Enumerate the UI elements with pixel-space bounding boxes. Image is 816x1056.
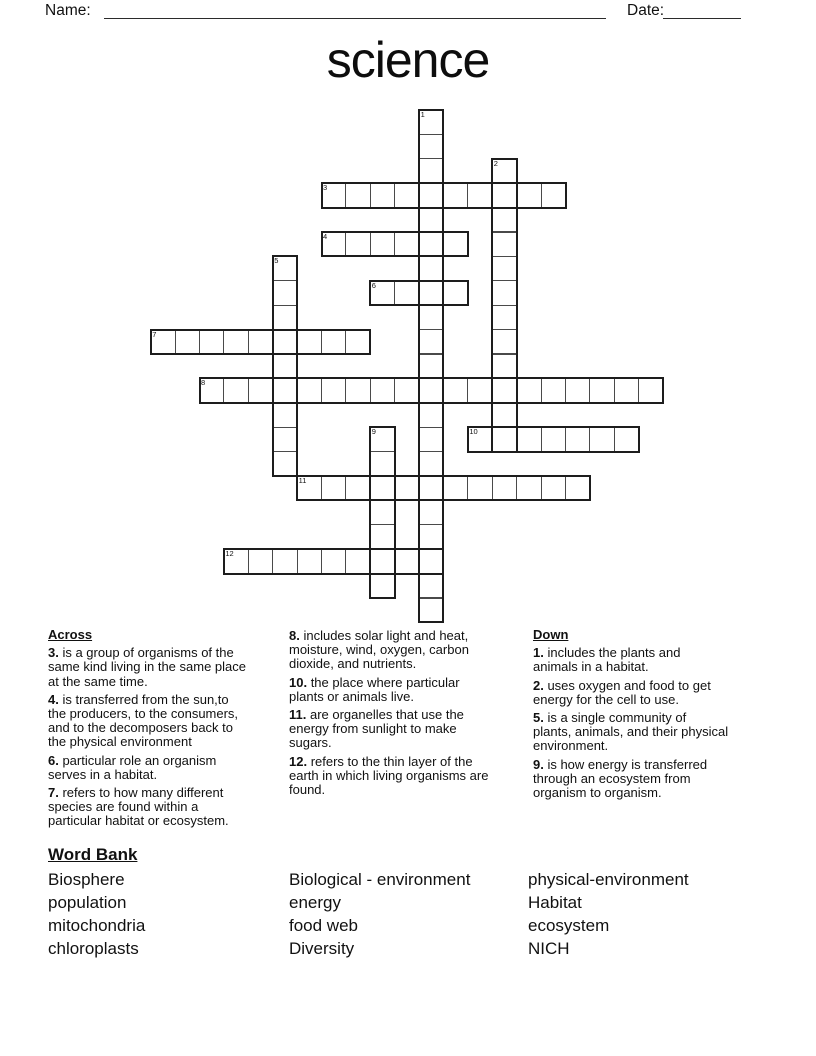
grid-cell (345, 549, 370, 574)
grid-cell (223, 329, 248, 354)
clue-5-down (533, 711, 773, 754)
grid-cell (419, 232, 444, 257)
grid-cell (394, 183, 419, 208)
grid-cell (419, 451, 444, 476)
grid-cell (492, 378, 517, 403)
grid-number-6: 6 (371, 280, 376, 290)
clue-1-down (533, 646, 773, 674)
grid-number-7: 7 (152, 329, 157, 339)
grid-cell (565, 427, 590, 452)
grid-cell (492, 354, 517, 379)
grid-cell (516, 476, 541, 501)
clue-9-down (533, 758, 773, 801)
word-bank-item: Diversity (289, 939, 355, 958)
grid-cell (565, 378, 590, 403)
clue-line: 3. is a group of organisms of the (48, 645, 234, 661)
word-bank-item: Habitat (528, 893, 582, 912)
grid-cell (272, 280, 297, 305)
grid-cell (199, 329, 224, 354)
grid-cell (272, 354, 297, 379)
grid-cell (419, 500, 444, 525)
grid-cell (492, 256, 517, 281)
clue-line: sugars. (289, 735, 332, 751)
across-clues-column-1 (48, 628, 283, 833)
clue-line: 12. refers to the thin layer of the (289, 753, 473, 769)
word-bank-item: chloroplasts (48, 939, 139, 958)
grid-cell (394, 549, 419, 574)
date-label: Date: (627, 2, 665, 19)
grid-number-9: 9 (371, 427, 376, 437)
down-header: Down (533, 627, 569, 642)
clue-line: through an ecosystem from (533, 770, 691, 786)
grid-cell (297, 549, 322, 574)
grid-cell (419, 598, 444, 623)
grid-cell (248, 329, 273, 354)
clue-line: 1. includes the plants and (533, 645, 681, 661)
word-bank-header: Word Bank (48, 845, 138, 864)
grid-cell (492, 476, 517, 501)
grid-cell (419, 256, 444, 281)
grid-cell (492, 280, 517, 305)
grid-cell (272, 451, 297, 476)
grid-cell (370, 500, 395, 525)
grid-cell (370, 183, 395, 208)
grid-cell (345, 183, 370, 208)
grid-cell (321, 378, 346, 403)
grid-number-10: 10 (469, 427, 478, 437)
grid-cell (345, 476, 370, 501)
grid-cell (467, 476, 492, 501)
grid-cell (321, 329, 346, 354)
grid-cell (345, 378, 370, 403)
grid-number-11: 11 (298, 476, 307, 485)
grid-cell (492, 305, 517, 330)
word-bank-column-1 (48, 868, 145, 960)
grid-number-8: 8 (201, 378, 206, 388)
grid-cell (541, 427, 566, 452)
clue-line: the physical environment (48, 734, 192, 750)
clue-line: and to the decomposers back to (48, 720, 234, 736)
grid-number-3: 3 (323, 183, 328, 193)
grid-cell (419, 354, 444, 379)
clue-line: at the same time. (48, 673, 148, 689)
grid-cell (248, 378, 273, 403)
grid-cell (589, 427, 614, 452)
clue-6-across (48, 754, 283, 782)
grid-cell (223, 378, 248, 403)
word-bank-item: mitochondria (48, 916, 146, 935)
grid-cell (492, 329, 517, 354)
grid-cell (394, 476, 419, 501)
grid-cell (370, 524, 395, 549)
grid-cell (248, 549, 273, 574)
grid-cell (370, 451, 395, 476)
clue-line: 2. uses oxygen and food to get (533, 677, 711, 693)
word-bank-item: ecosystem (528, 916, 610, 935)
grid-cell (419, 158, 444, 183)
word-bank-item: Biosphere (48, 870, 125, 889)
worksheet-title: science (326, 32, 490, 88)
grid-cell (419, 207, 444, 232)
clue-line: particular habitat or ecosystem. (48, 813, 229, 829)
clue-line: moisture, wind, oxygen, carbon (289, 642, 469, 658)
grid-cell (492, 207, 517, 232)
clue-4-across (48, 693, 283, 750)
grid-cell (272, 427, 297, 452)
word-bank-column-3 (528, 868, 689, 960)
grid-cell (272, 305, 297, 330)
grid-cell (589, 378, 614, 403)
grid-cell (419, 524, 444, 549)
clue-8-across (289, 629, 524, 672)
clue-line: energy from sunlight to make (289, 721, 457, 737)
word-bank-item: food web (289, 916, 358, 935)
grid-cell (443, 280, 468, 305)
grid-cell (297, 329, 322, 354)
grid-cell (297, 378, 322, 403)
clue-line: 4. is transferred from the sun,to (48, 691, 229, 707)
grid-cell (443, 232, 468, 257)
grid-cell (345, 329, 370, 354)
grid-cell (467, 183, 492, 208)
grid-cell (565, 476, 590, 501)
grid-cell (614, 427, 639, 452)
grid-cell (443, 378, 468, 403)
grid-cell (272, 329, 297, 354)
grid-cell (175, 329, 200, 354)
clue-12-across (289, 755, 524, 798)
clue-2-down (533, 679, 773, 707)
grid-cell (419, 305, 444, 330)
grid-cell (443, 476, 468, 501)
clue-line: serves in a habitat. (48, 766, 158, 782)
clue-line: organism to organism. (533, 785, 662, 801)
grid-cell (321, 476, 346, 501)
grid-cell (419, 329, 444, 354)
grid-cell (370, 549, 395, 574)
clue-line: plants or animals live. (289, 688, 414, 704)
clue-line: dioxide, and nutrients. (289, 656, 417, 672)
grid-cell (614, 378, 639, 403)
grid-number-12: 12 (225, 549, 234, 559)
grid-cell (370, 232, 395, 257)
grid-number-5: 5 (274, 256, 279, 266)
grid-number-4: 4 (323, 232, 328, 241)
grid-cell (492, 232, 517, 257)
grid-cell (419, 427, 444, 452)
clue-line: environment. (533, 738, 609, 754)
clue-line: 10. the place where particular (289, 674, 460, 690)
grid-cell (419, 183, 444, 208)
clue-line: same kind living in the same place (48, 659, 246, 675)
grid-cell (370, 573, 395, 598)
clue-line: animals in a habitat. (533, 659, 649, 675)
down-clues-column (533, 628, 773, 804)
clue-line: 8. includes solar light and heat, (289, 628, 469, 643)
clue-3-across (48, 646, 283, 689)
grid-cell (419, 280, 444, 305)
word-bank-item: Biological - environment (289, 870, 471, 889)
clue-line: 6. particular role an organism (48, 752, 217, 768)
grid-cell (492, 427, 517, 452)
grid-cell (370, 476, 395, 501)
grid-cell (394, 232, 419, 257)
grid-cell (492, 402, 517, 427)
grid-cell (272, 378, 297, 403)
word-bank-item: NICH (528, 939, 570, 958)
clue-line: the producers, to the consumers, (48, 706, 239, 722)
word-bank-item: physical-environment (528, 870, 689, 889)
clue-10-across (289, 676, 524, 704)
grid-cell (492, 183, 517, 208)
grid-cell (419, 402, 444, 427)
name-label: Name: (45, 2, 91, 19)
grid-cell (419, 476, 444, 501)
grid-cell (516, 378, 541, 403)
grid-cell (541, 476, 566, 501)
grid-cell (394, 280, 419, 305)
clue-line: 11. are organelles that use the (289, 707, 464, 723)
clue-7-across (48, 786, 283, 829)
grid-cell (516, 427, 541, 452)
clue-line: plants, animals, and their physical (533, 724, 729, 740)
grid-cell (272, 549, 297, 574)
clue-line: found. (289, 782, 326, 798)
clue-11-across (289, 708, 524, 751)
word-bank-item: population (48, 893, 127, 912)
grid-cell (419, 573, 444, 598)
grid-cell (638, 378, 663, 403)
grid-cell (541, 183, 566, 208)
grid-cell (321, 549, 346, 574)
grid-number-1: 1 (420, 110, 425, 119)
clue-line: earth in which living organisms are (289, 767, 489, 783)
grid-cell (345, 232, 370, 257)
clue-line: 7. refers to how many different (48, 785, 224, 801)
word-bank-column-2 (289, 868, 470, 960)
grid-cell (419, 378, 444, 403)
grid-number-2: 2 (493, 158, 498, 168)
grid-cell (516, 183, 541, 208)
grid-cell (443, 183, 468, 208)
clue-line: species are found within a (48, 799, 199, 815)
clue-line: energy for the cell to use. (533, 691, 679, 707)
grid-cell (467, 378, 492, 403)
grid-cell (419, 134, 444, 159)
grid-cell (394, 378, 419, 403)
word-bank-item: energy (289, 893, 341, 912)
across-header: Across (48, 627, 93, 642)
grid-cell (272, 402, 297, 427)
grid-cell (370, 378, 395, 403)
clue-line: 5. is a single community of (533, 710, 687, 726)
grid-cell (541, 378, 566, 403)
grid-cell (419, 549, 444, 574)
clue-line: 9. is how energy is transferred (533, 756, 708, 772)
across-clues-column-2 (289, 629, 524, 801)
